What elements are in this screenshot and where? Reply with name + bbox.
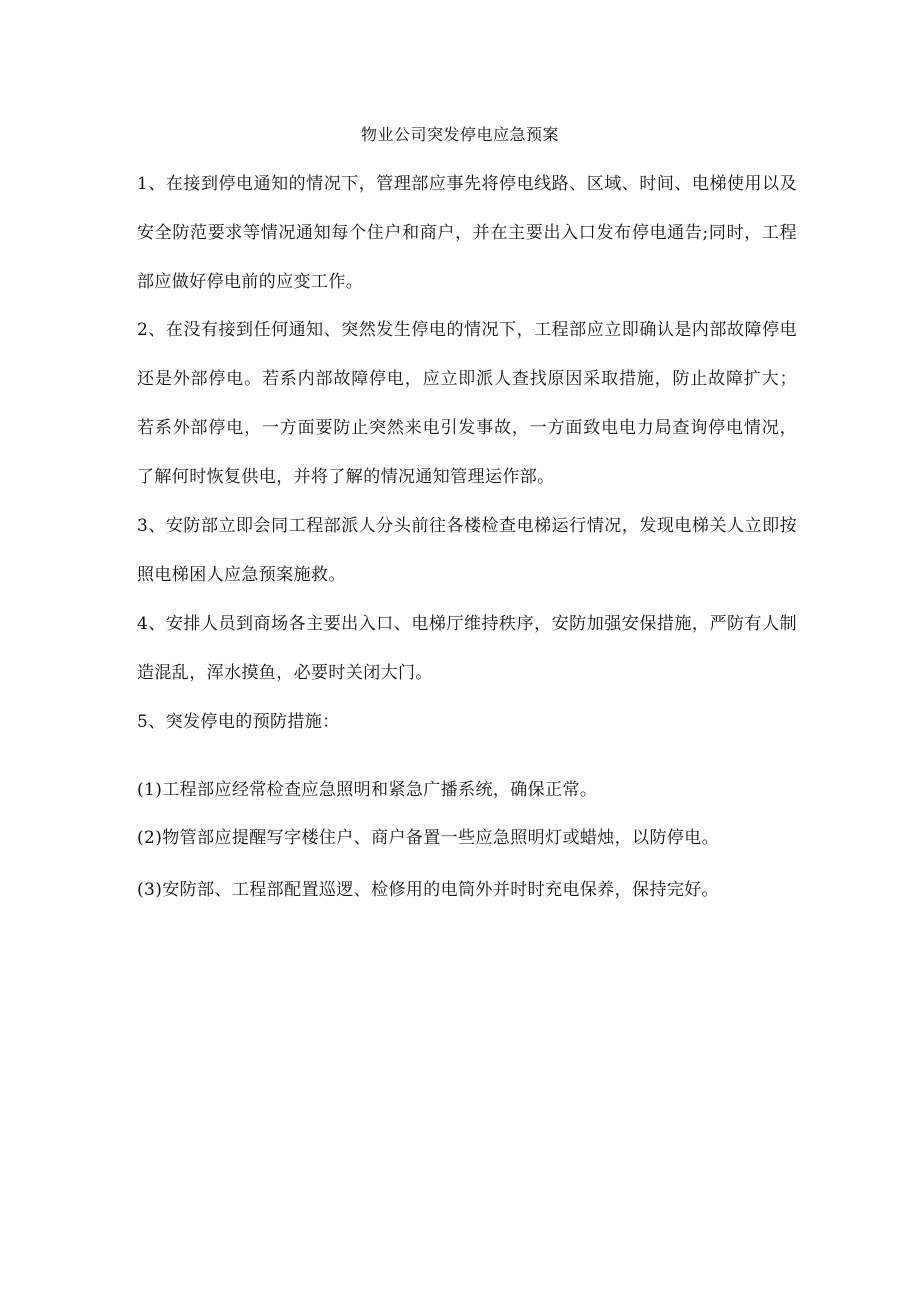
- measure-2: (2)物管部应提醒写字楼住户、商户备置一些应急照明灯或蜡烛，以防停电。: [137, 828, 720, 848]
- document-title: 物业公司突发停电应急预案: [360, 125, 559, 144]
- paragraph-5: 5、突发停电的预防措施：: [137, 712, 340, 732]
- measure-1: (1)工程部应经常检查应急照明和紧急广播系统，确保正常。: [137, 780, 598, 800]
- measure-3: (3)安防部、工程部配置巡逻、检修用的电筒外并时时充电保养，保持完好。: [137, 880, 720, 900]
- paragraph-1: 1、在接到停电通知的情况下，管理部应事先将停电线路、区域、时间、电梯使用以及安全防范要求等情况通知每个住户和商户，并在主要出入口发布停电通告;同时，工程部应做好停电前的应变工作。: [137, 174, 797, 292]
- paragraph-3: 3、安防部立即会同工程部派人分头前往各楼检查电梯运行情况，发现电梯关人立即按照电梯困人应急预案施救。: [137, 516, 797, 585]
- paragraph-4: 4、安排人员到商场各主要出入口、电梯厅维持秩序，安防加强安保措施，严防有人制造混乱，浑水摸鱼，必要时关闭大门。: [137, 614, 797, 683]
- paragraph-2: 2、在没有接到任何通知、突然发生停电的情况下，工程部应立即确认是内部故障停电还是外部停电。若系内部故障停电，应立即派人查找原因采取措施，防止故障扩大；若系外部停电，一方面要防止突然来电引发事故，一方面致电电力局查询停电情况，了解何时恢复供电，并将了解的情况通知管理运作部。: [137, 320, 797, 487]
